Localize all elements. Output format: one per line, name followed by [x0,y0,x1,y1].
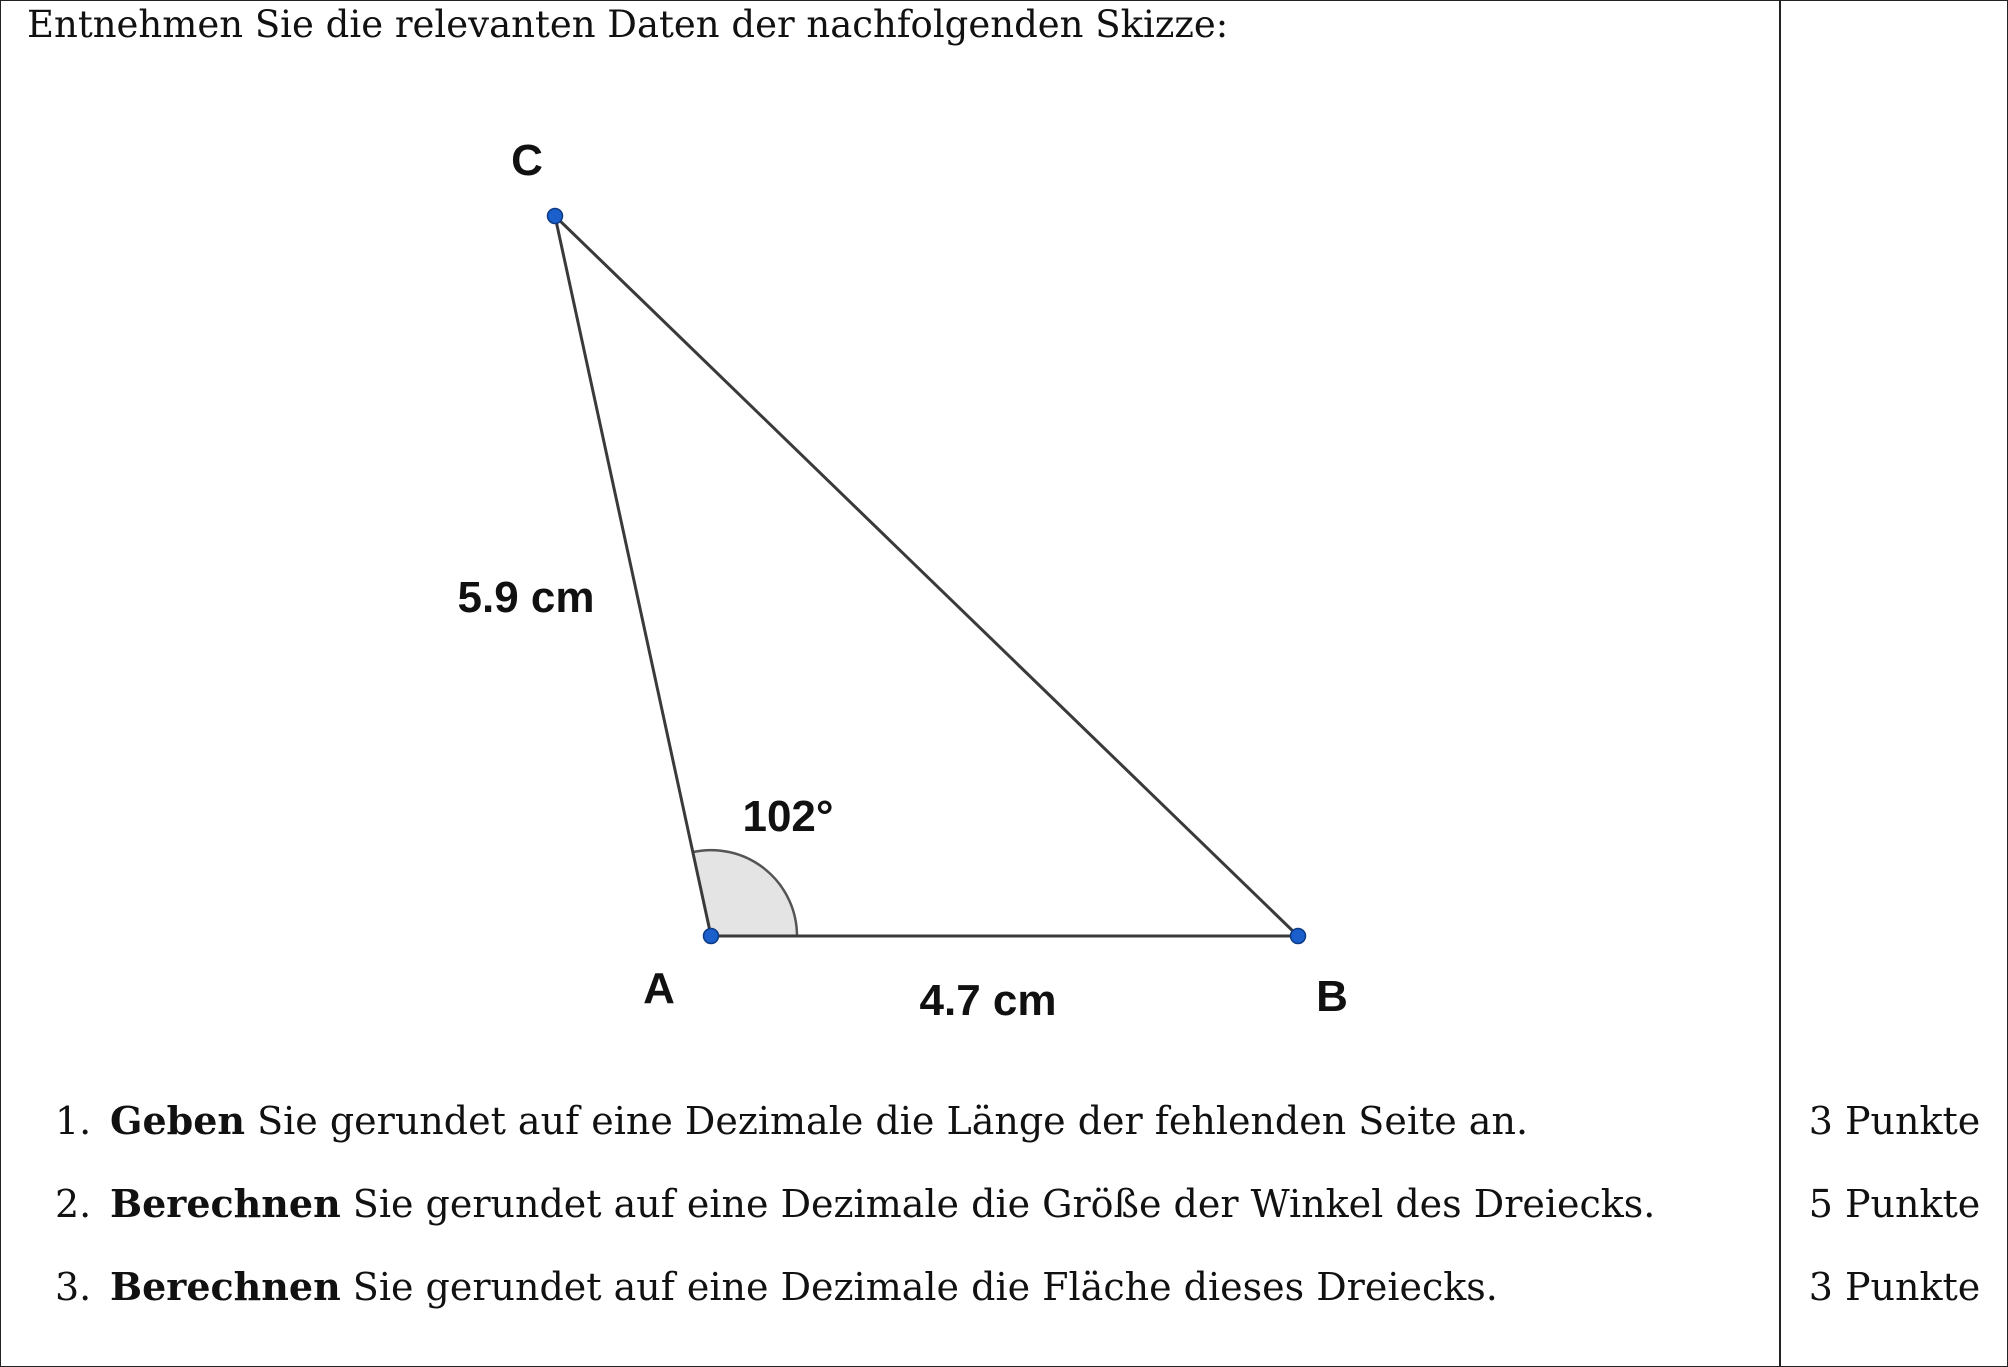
task-2-number: 2. [55,1182,92,1226]
task-2-keyword: Berechnen [110,1181,341,1226]
vertex-c-point [548,209,563,224]
side-ab-length-label: 4.7 cm [919,976,1057,1025]
task-3-keyword: Berechnen [110,1264,341,1309]
vertex-b-label: B [1316,972,1348,1021]
task-2 [55,1180,1655,1228]
vertex-a-label: A [643,964,675,1013]
task-1-text: Sie gerundet auf eine Dezimale die Länge der fehlenden Seite an. [245,1099,1529,1143]
vertex-a-point [704,929,719,944]
task-3-text: Sie gerundet auf eine Dezimale die Fläche dieses Dreiecks. [340,1265,1498,1309]
points-column-divider [1779,0,1781,1367]
vertex-b-point [1291,929,1306,944]
task-2-text: Sie gerundet auf eine Dezimale die Größe der Winkel des Dreiecks. [340,1182,1656,1226]
task-2-points: 5 Punkte [1808,1182,1981,1226]
task-1-points: 3 Punkte [1808,1099,1981,1143]
task-1 [55,1097,1528,1145]
angle-a-label: 102° [742,792,834,841]
side-cb [555,216,1298,936]
side-ac-length-label: 5.9 cm [457,573,595,622]
task-3 [55,1263,1498,1311]
vertex-c-label: C [511,136,543,185]
task-3-number: 3. [55,1265,92,1309]
task-3-points: 3 Punkte [1808,1265,1981,1309]
task-1-keyword: Geben [110,1098,246,1143]
task-1-number: 1. [55,1099,92,1143]
intro-text: Entnehmen Sie die relevanten Daten der nachfolgenden Skizze: [27,3,1229,46]
